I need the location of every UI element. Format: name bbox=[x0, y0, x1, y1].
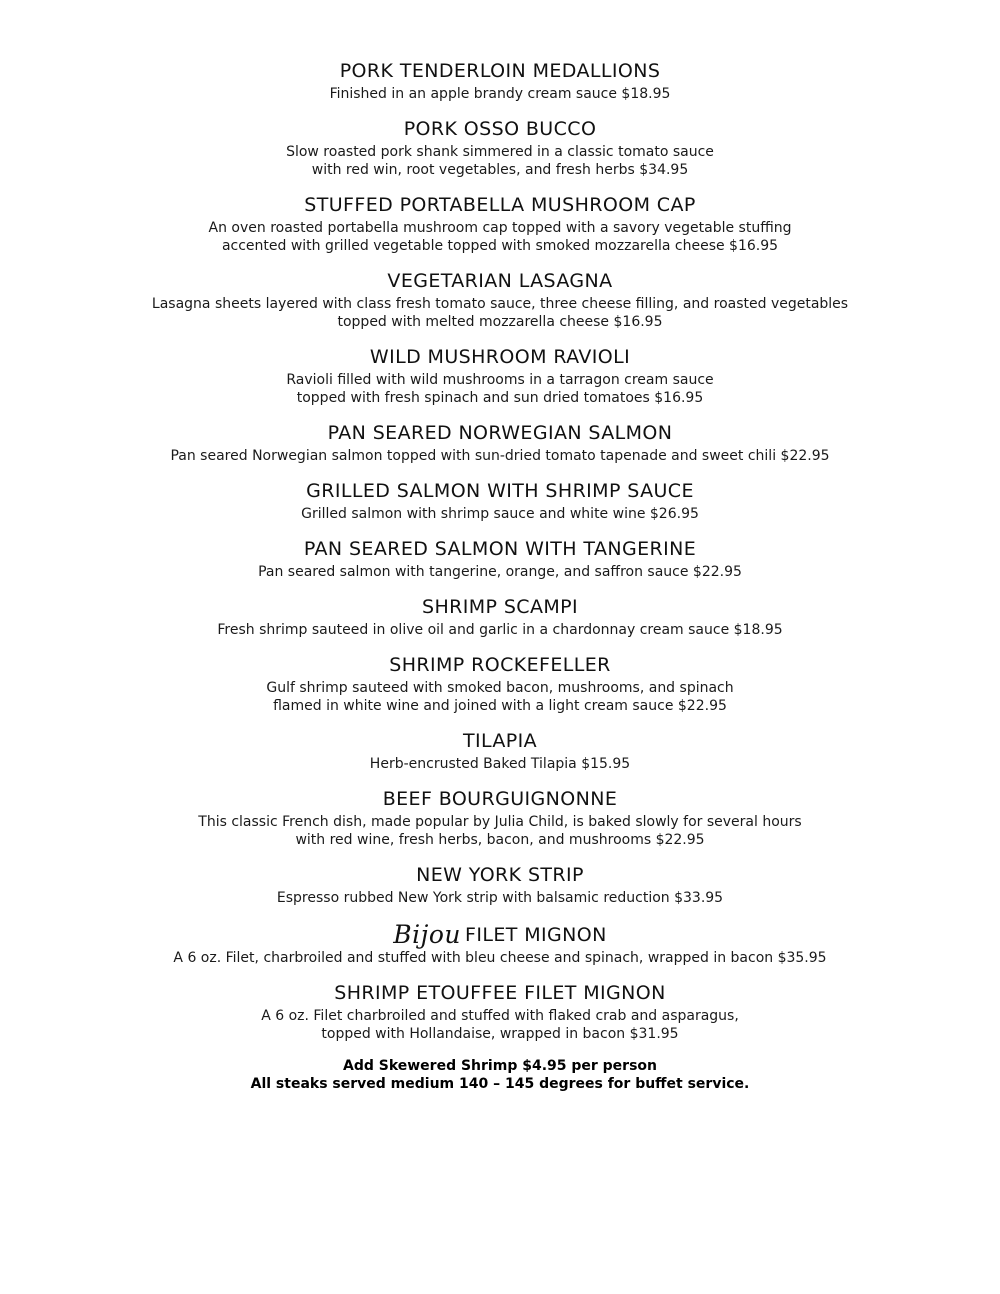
menu-item-description bbox=[0, 219, 1000, 255]
menu-item bbox=[0, 863, 1000, 907]
menu-item-name: SHRIMP ROCKEFELLER bbox=[389, 654, 611, 676]
menu-item-description bbox=[0, 755, 1000, 773]
menu-item-title bbox=[0, 193, 1000, 217]
menu-item-name: PAN SEARED NORWEGIAN SALMON bbox=[327, 422, 673, 444]
menu-item-title bbox=[0, 269, 1000, 293]
menu-item-name: TILAPIA bbox=[462, 730, 538, 752]
description-line: with red win, root vegetables, and fresh herbs $34.95 bbox=[311, 162, 689, 178]
menu-item-name: SHRIMP ETOUFFEE FILET MIGNON bbox=[334, 982, 666, 1004]
description-line: accented with grilled vegetable topped with smoked mozzarella cheese $16.95 bbox=[221, 238, 779, 254]
menu-item-name: SHRIMP SCAMPI bbox=[421, 596, 579, 618]
menu-item bbox=[0, 345, 1000, 407]
menu-item-title bbox=[0, 421, 1000, 445]
menu-item-name: BEEF BOURGUIGNONNE bbox=[382, 788, 618, 810]
menu-item bbox=[0, 729, 1000, 773]
menu-item-description bbox=[0, 143, 1000, 179]
menu-item bbox=[0, 787, 1000, 849]
menu-item-name: PORK TENDERLOIN MEDALLIONS bbox=[339, 60, 661, 82]
description-line: This classic French dish, made popular by Julia Child, is baked slowly for several hours bbox=[198, 814, 802, 830]
menu-item-title bbox=[0, 921, 1000, 947]
description-line: Pan seared Norwegian salmon topped with sun-dried tomato tapenade and sweet chili $22.95 bbox=[170, 448, 830, 464]
description-line: topped with Hollandaise, wrapped in bacon $31.95 bbox=[321, 1026, 679, 1042]
menu-item bbox=[0, 537, 1000, 581]
menu-item-description bbox=[0, 889, 1000, 907]
description-line: Espresso rubbed New York strip with balsamic reduction $33.95 bbox=[276, 890, 724, 906]
menu-item-description bbox=[0, 447, 1000, 465]
description-line: topped with fresh spinach and sun dried tomatoes $16.95 bbox=[296, 390, 704, 406]
menu-item-description bbox=[0, 949, 1000, 967]
menu-item-name: GRILLED SALMON WITH SHRIMP SAUCE bbox=[306, 480, 694, 502]
menu-item-name: PAN SEARED SALMON WITH TANGERINE bbox=[303, 538, 697, 560]
menu-item-title bbox=[0, 537, 1000, 561]
menu-item bbox=[0, 421, 1000, 465]
menu-item-title bbox=[0, 653, 1000, 677]
description-line: Lasagna sheets layered with class fresh tomato sauce, three cheese filling, and roasted vegetables bbox=[151, 296, 849, 312]
description-line: Ravioli filled with wild mushrooms in a tarragon cream sauce bbox=[286, 372, 714, 388]
menu-item-title bbox=[0, 729, 1000, 753]
menu-item bbox=[0, 595, 1000, 639]
menu-item-description bbox=[0, 295, 1000, 331]
steak-temperature-note: All steaks served medium 140 – 145 degrees for buffet service. bbox=[250, 1076, 750, 1092]
menu-item-title bbox=[0, 479, 1000, 503]
menu-item-name: WILD MUSHROOM RAVIOLI bbox=[369, 346, 631, 368]
menu-item-name: FILET MIGNON bbox=[465, 924, 607, 946]
menu-item-title bbox=[0, 787, 1000, 811]
menu-item-title bbox=[0, 117, 1000, 141]
menu-item-name: STUFFED PORTABELLA MUSHROOM CAP bbox=[304, 194, 696, 216]
menu-item-name: NEW YORK STRIP bbox=[416, 864, 584, 886]
description-line: Gulf shrimp sauteed with smoked bacon, mushrooms, and spinach bbox=[266, 680, 734, 696]
description-line: flamed in white wine and joined with a light cream sauce $22.95 bbox=[273, 698, 727, 714]
menu-item-description bbox=[0, 1007, 1000, 1043]
description-line: Herb-encrusted Baked Tilapia $15.95 bbox=[369, 756, 631, 772]
menu-item-description bbox=[0, 813, 1000, 849]
menu-item-title bbox=[0, 863, 1000, 887]
menu-item-description bbox=[0, 679, 1000, 715]
description-line: A 6 oz. Filet, charbroiled and stuffed with bleu cheese and spinach, wrapped in bacon $35.95 bbox=[173, 950, 827, 966]
menu-item-title bbox=[0, 59, 1000, 83]
menu-item bbox=[0, 193, 1000, 255]
brand-script-word: Bijou bbox=[393, 920, 462, 949]
menu-item bbox=[0, 59, 1000, 103]
menu-item bbox=[0, 653, 1000, 715]
menu-item-title bbox=[0, 595, 1000, 619]
menu-item-description bbox=[0, 505, 1000, 523]
description-line: Slow roasted pork shank simmered in a classic tomato sauce bbox=[286, 144, 714, 160]
description-line: Fresh shrimp sauteed in olive oil and garlic in a chardonnay cream sauce $18.95 bbox=[217, 622, 783, 638]
menu-list bbox=[0, 59, 1000, 1043]
description-line: A 6 oz. Filet charbroiled and stuffed with flaked crab and asparagus, bbox=[261, 1008, 739, 1024]
add-shrimp-note: Add Skewered Shrimp $4.95 per person bbox=[342, 1058, 657, 1074]
menu-item bbox=[0, 921, 1000, 967]
description-line: Pan seared salmon with tangerine, orange, and saffron sauce $22.95 bbox=[258, 564, 742, 580]
menu-item bbox=[0, 981, 1000, 1043]
menu-item bbox=[0, 117, 1000, 179]
description-line: topped with melted mozzarella cheese $16.95 bbox=[337, 314, 663, 330]
description-line: Grilled salmon with shrimp sauce and white wine $26.95 bbox=[301, 506, 699, 522]
description-line: Finished in an apple brandy cream sauce $18.95 bbox=[329, 86, 671, 102]
menu-item-description bbox=[0, 621, 1000, 639]
menu-item-name: VEGETARIAN LASAGNA bbox=[387, 270, 613, 292]
menu-item-name: PORK OSSO BUCCO bbox=[403, 118, 597, 140]
menu-item bbox=[0, 479, 1000, 523]
footer-notes bbox=[0, 1057, 1000, 1093]
description-line: An oven roasted portabella mushroom cap topped with a savory vegetable stuffing bbox=[208, 220, 792, 236]
menu-item bbox=[0, 269, 1000, 331]
description-line: with red wine, fresh herbs, bacon, and mushrooms $22.95 bbox=[295, 832, 705, 848]
menu-item-description bbox=[0, 371, 1000, 407]
menu-item-title bbox=[0, 345, 1000, 369]
menu-item-description bbox=[0, 85, 1000, 103]
menu-item-title bbox=[0, 981, 1000, 1005]
menu-item-description bbox=[0, 563, 1000, 581]
